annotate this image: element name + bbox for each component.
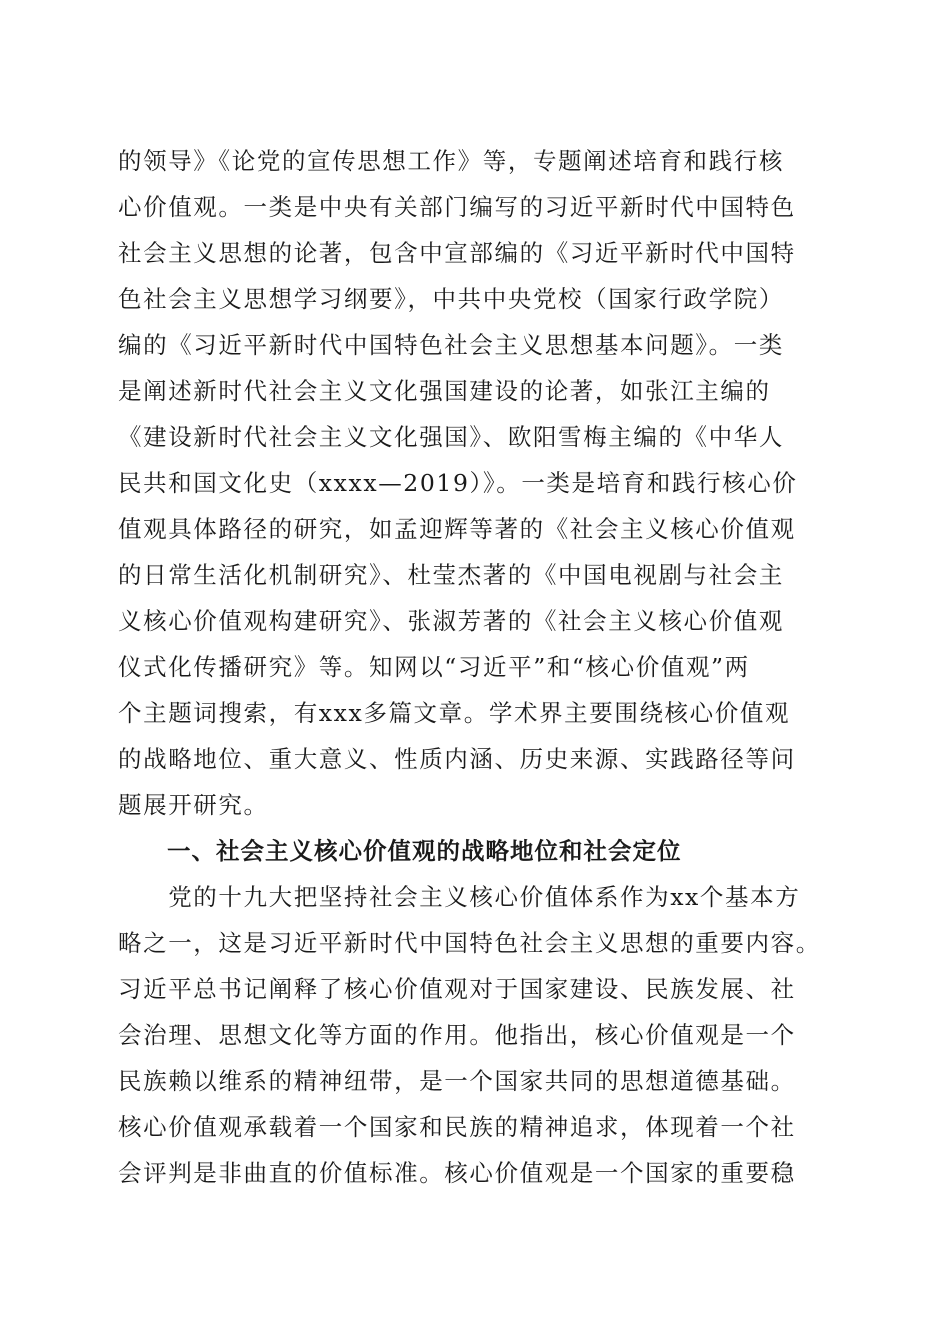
- text-line: 编的《习近平新时代中国特色社会主义思想基本问题》。一类: [118, 331, 784, 359]
- text-line: 民族赖以维系的精神纽带，是一个国家共同的思想道德基础。: [118, 1067, 796, 1095]
- paragraph-strategic-position: [118, 874, 838, 1196]
- paragraph-literature-review: [118, 138, 838, 828]
- text-line: 习近平总书记阐释了核心价值观对于国家建设、民族发展、社: [118, 975, 796, 1003]
- text-line: 略之一，这是习近平新时代中国特色社会主义思想的重要内容。: [118, 929, 821, 957]
- text-line: 义核心价值观构建研究》、张淑芳著的《社会主义核心价值观: [118, 607, 784, 635]
- text-line: 会评判是非曲直的价值标准。核心价值观是一个国家的重要稳: [118, 1159, 796, 1187]
- text-line: 心价值观。一类是中央有关部门编写的习近平新时代中国特色: [118, 193, 796, 221]
- text-line: 值观具体路径的研究，如孟迎辉等著的《社会主义核心价值观: [118, 515, 796, 543]
- text-line: 的日常生活化机制研究》、杜莹杰著的《中国电视剧与社会主: [118, 561, 784, 589]
- text-line: 的领导》《论党的宣传思想工作》等，专题阐述培育和践行核: [118, 147, 784, 175]
- document-body: [118, 138, 838, 1196]
- section-heading: 一、社会主义核心价值观的战略地位和社会定位: [118, 837, 682, 865]
- text-line: 民共和国文化史（xxxx—2019）》。一类是培育和践行核心价: [118, 469, 798, 497]
- text-line: 个主题词搜索，有xxx多篇文章。学术界主要围绕核心价值观: [118, 699, 791, 727]
- text-line: 的战略地位、重大意义、性质内涵、历史来源、实践路径等问: [118, 745, 796, 773]
- text-line: 是阐述新时代社会主义文化强国建设的论著，如张江主编的: [118, 377, 771, 405]
- text-line: 党的十九大把坚持社会主义核心价值体系作为xx个基本方: [118, 883, 801, 911]
- text-line: 会治理、思想文化等方面的作用。他指出，核心价值观是一个: [118, 1021, 796, 1049]
- text-line: 题展开研究。: [118, 791, 269, 819]
- text-line: 仪式化传播研究》等。知网以“习近平”和“核心价值观”两: [118, 653, 750, 681]
- text-line: 核心价值观承载着一个国家和民族的精神追求，体现着一个社: [118, 1113, 796, 1141]
- text-line: 色社会主义思想学习纲要》，中共中央党校（国家行政学院）: [118, 285, 784, 313]
- text-line: 《建设新时代社会主义文化强国》、欧阳雪梅主编的《中华人: [118, 423, 784, 451]
- text-line: 社会主义思想的论著，包含中宣部编的《习近平新时代中国特: [118, 239, 796, 267]
